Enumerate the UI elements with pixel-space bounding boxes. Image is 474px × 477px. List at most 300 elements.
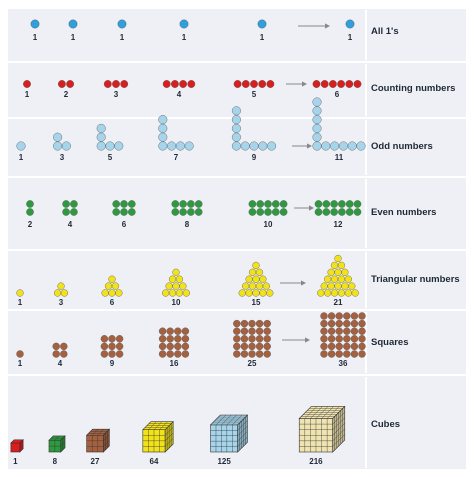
value-label: 1 <box>32 33 38 42</box>
value-label: 125 <box>217 457 231 466</box>
dot <box>331 208 338 215</box>
dot <box>23 80 30 87</box>
dot <box>195 200 202 207</box>
dot <box>113 200 120 207</box>
dot <box>115 142 124 151</box>
dot <box>17 290 24 297</box>
dot <box>354 200 361 207</box>
dot <box>239 290 246 297</box>
dot <box>185 142 194 151</box>
value-label: 1 <box>70 33 76 42</box>
dot <box>259 80 266 87</box>
dot <box>97 142 106 151</box>
dot <box>249 335 256 342</box>
dot <box>256 351 263 358</box>
dot <box>172 208 179 215</box>
dot <box>343 313 350 320</box>
value-label: 2 <box>63 90 69 99</box>
dot <box>159 133 168 142</box>
dot <box>336 351 343 358</box>
value-label: 27 <box>90 457 100 466</box>
dot <box>249 343 256 350</box>
dot <box>180 283 187 290</box>
dot <box>331 276 338 283</box>
dot <box>241 320 248 327</box>
dot <box>267 142 276 151</box>
dot <box>167 343 174 350</box>
dot <box>357 142 366 151</box>
dot <box>256 320 263 327</box>
dot <box>109 351 116 358</box>
dot <box>321 351 328 358</box>
dot <box>343 351 350 358</box>
dot <box>241 142 250 151</box>
dot <box>267 80 274 87</box>
dot <box>351 343 358 350</box>
dot <box>106 142 115 151</box>
dot <box>159 124 168 133</box>
dot <box>182 328 189 335</box>
value-label: 216 <box>309 457 323 466</box>
dot <box>232 142 241 151</box>
dot <box>324 276 331 283</box>
dot <box>101 335 108 342</box>
dot <box>330 142 339 151</box>
dot <box>342 269 349 276</box>
dot <box>264 208 271 215</box>
dot <box>331 290 338 297</box>
dot <box>195 208 202 215</box>
dot <box>162 290 169 297</box>
dot <box>171 80 178 87</box>
dot <box>53 142 62 151</box>
dot <box>234 80 241 87</box>
dot <box>26 200 33 207</box>
dot <box>118 20 126 28</box>
dot <box>249 283 256 290</box>
dot <box>328 269 335 276</box>
dot <box>58 80 65 87</box>
dot <box>256 328 263 335</box>
value-label: 1 <box>17 298 23 307</box>
dot <box>112 80 119 87</box>
dot <box>105 283 112 290</box>
value-label: 3 <box>59 153 65 162</box>
dot <box>241 351 248 358</box>
dot <box>343 320 350 327</box>
value-label: 25 <box>247 359 257 368</box>
dot <box>328 320 335 327</box>
dot <box>113 208 120 215</box>
dot <box>315 208 322 215</box>
dot <box>253 262 260 269</box>
dot <box>167 328 174 335</box>
dot <box>62 142 71 151</box>
dot <box>336 313 343 320</box>
dot <box>172 200 179 207</box>
dot <box>61 290 68 297</box>
dot <box>313 133 322 142</box>
dot <box>323 208 330 215</box>
row-label: Triangular numbers <box>371 274 460 285</box>
dot <box>166 283 173 290</box>
dot <box>159 335 166 342</box>
dot <box>336 343 343 350</box>
dot <box>351 320 358 327</box>
dot <box>176 142 185 151</box>
dot <box>328 343 335 350</box>
value-label: 7 <box>173 153 179 162</box>
dot <box>321 335 328 342</box>
dot <box>249 351 256 358</box>
dot <box>116 335 123 342</box>
dot <box>53 343 60 350</box>
dot <box>257 208 264 215</box>
dot <box>259 142 268 151</box>
dot <box>233 343 240 350</box>
dot <box>159 328 166 335</box>
dot <box>328 313 335 320</box>
dot <box>328 283 335 290</box>
dot <box>313 107 322 116</box>
value-label: 10 <box>263 220 273 229</box>
dot <box>257 200 264 207</box>
value-label: 12 <box>333 220 343 229</box>
cube-front-face <box>211 425 238 452</box>
value-label: 9 <box>109 359 115 368</box>
dot <box>256 283 263 290</box>
dot <box>346 80 353 87</box>
dot <box>336 320 343 327</box>
dot <box>69 20 77 28</box>
value-label: 6 <box>334 90 340 99</box>
dot <box>313 115 322 124</box>
dot <box>313 142 322 151</box>
dot <box>359 313 366 320</box>
value-label: 3 <box>113 90 119 99</box>
dot <box>359 335 366 342</box>
dot <box>328 351 335 358</box>
dot <box>260 290 267 297</box>
cube-front-face <box>11 443 20 452</box>
row-label: All 1's <box>371 26 399 37</box>
dot <box>336 328 343 335</box>
dot <box>182 351 189 358</box>
dot <box>109 343 116 350</box>
dot <box>182 343 189 350</box>
dot <box>167 335 174 342</box>
dot <box>159 351 166 358</box>
dot <box>53 133 62 142</box>
dot <box>159 343 166 350</box>
dot <box>260 276 267 283</box>
value-label: 15 <box>251 298 261 307</box>
dot <box>183 290 190 297</box>
dot <box>101 351 108 358</box>
value-label: 1 <box>347 33 353 42</box>
value-label: 1 <box>17 359 23 368</box>
dot <box>264 335 271 342</box>
dot <box>167 142 176 151</box>
value-label: 1 <box>18 153 24 162</box>
dot <box>346 20 354 28</box>
dot <box>351 335 358 342</box>
dot <box>169 276 176 283</box>
dot <box>241 343 248 350</box>
value-label: 5 <box>107 153 113 162</box>
value-label: 16 <box>169 359 179 368</box>
cube <box>49 436 65 452</box>
dot <box>233 351 240 358</box>
dot <box>280 208 287 215</box>
dot <box>241 328 248 335</box>
cube <box>299 406 345 452</box>
dot <box>70 208 77 215</box>
dot <box>159 142 168 151</box>
dot <box>264 200 271 207</box>
dot <box>322 142 331 151</box>
dot <box>343 335 350 342</box>
dot <box>174 343 181 350</box>
dot <box>66 80 73 87</box>
dot <box>104 80 111 87</box>
dot <box>313 80 320 87</box>
value-label: 4 <box>57 359 63 368</box>
dot <box>167 351 174 358</box>
dot <box>54 290 61 297</box>
dot <box>233 320 240 327</box>
dot <box>249 208 256 215</box>
dot <box>241 335 248 342</box>
dot <box>173 283 180 290</box>
dot <box>250 80 257 87</box>
dot <box>249 200 256 207</box>
dot <box>101 343 108 350</box>
dot <box>70 200 77 207</box>
dot <box>60 351 67 358</box>
dot <box>63 208 70 215</box>
value-label: 4 <box>176 90 182 99</box>
dot <box>174 335 181 342</box>
value-label: 8 <box>184 220 190 229</box>
dot <box>233 328 240 335</box>
dot <box>338 208 345 215</box>
dot <box>338 200 345 207</box>
dot <box>336 335 343 342</box>
dot <box>109 290 116 297</box>
dot <box>174 351 181 358</box>
cube <box>11 440 23 452</box>
dot <box>354 80 361 87</box>
row-label: Odd numbers <box>371 141 433 152</box>
value-label: 9 <box>251 153 257 162</box>
dot <box>348 142 357 151</box>
value-label: 8 <box>52 457 58 466</box>
dot <box>323 200 330 207</box>
dot <box>187 200 194 207</box>
value-label: 1 <box>119 33 125 42</box>
dot <box>232 115 241 124</box>
dot <box>63 200 70 207</box>
dot <box>112 283 119 290</box>
value-label: 1 <box>24 90 30 99</box>
dot <box>116 351 123 358</box>
dot <box>173 269 180 276</box>
value-label: 4 <box>67 220 73 229</box>
dot <box>359 328 366 335</box>
dot <box>264 343 271 350</box>
row-label: Counting numbers <box>371 83 456 94</box>
dot <box>258 20 266 28</box>
dot <box>328 335 335 342</box>
dot <box>249 320 256 327</box>
row-label: Even numbers <box>371 207 437 218</box>
dot <box>58 283 65 290</box>
dot <box>242 283 249 290</box>
dot <box>351 313 358 320</box>
dot <box>342 283 349 290</box>
value-label: 2 <box>27 220 33 229</box>
dot <box>335 269 342 276</box>
cube <box>211 415 248 452</box>
dot <box>321 80 328 87</box>
dot <box>331 200 338 207</box>
cube-front-face <box>87 435 104 452</box>
dot <box>264 351 271 358</box>
dot <box>352 290 359 297</box>
dot <box>97 133 106 142</box>
dot <box>232 107 241 116</box>
value-label: 6 <box>121 220 127 229</box>
value-label: 1 <box>181 33 187 42</box>
dot <box>232 133 241 142</box>
dot <box>359 320 366 327</box>
dot <box>272 208 279 215</box>
dot <box>109 335 116 342</box>
dot <box>354 208 361 215</box>
value-label: 5 <box>251 90 257 99</box>
dot <box>121 80 128 87</box>
dot <box>179 80 186 87</box>
dot <box>338 290 345 297</box>
dot <box>331 262 338 269</box>
dot <box>116 343 123 350</box>
value-label: 64 <box>149 457 159 466</box>
dot <box>180 200 187 207</box>
dot <box>249 269 256 276</box>
dot <box>335 283 342 290</box>
dot <box>253 290 260 297</box>
dot <box>60 343 67 350</box>
dot <box>97 124 106 133</box>
dot <box>250 142 259 151</box>
dot <box>317 290 324 297</box>
dot <box>169 290 176 297</box>
row-panels <box>7 8 467 470</box>
dot <box>315 200 322 207</box>
dot <box>313 98 322 107</box>
value-label: 1 <box>13 457 18 466</box>
dot <box>120 208 127 215</box>
dot <box>321 320 328 327</box>
dot <box>321 343 328 350</box>
value-label: 3 <box>58 298 64 307</box>
dot <box>174 328 181 335</box>
dot <box>343 343 350 350</box>
dot <box>163 80 170 87</box>
dot <box>176 276 183 283</box>
dot <box>313 124 322 133</box>
dot <box>329 80 336 87</box>
row-label: Squares <box>371 337 409 348</box>
dot <box>31 20 39 28</box>
value-label: 11 <box>334 153 344 162</box>
dot <box>26 208 33 215</box>
dot <box>264 320 271 327</box>
dot <box>321 283 328 290</box>
value-label: 10 <box>171 298 181 307</box>
dot <box>180 20 188 28</box>
dot <box>348 283 355 290</box>
dot <box>321 328 328 335</box>
value-label: 36 <box>338 359 348 368</box>
dot <box>17 142 26 151</box>
dot <box>109 276 116 283</box>
dot <box>359 351 366 358</box>
dot <box>346 200 353 207</box>
value-label: 21 <box>333 298 343 307</box>
dot <box>232 124 241 133</box>
dot <box>176 290 183 297</box>
dot <box>233 335 240 342</box>
dot <box>321 313 328 320</box>
dot <box>249 328 256 335</box>
dot <box>263 283 270 290</box>
dot <box>343 328 350 335</box>
dot <box>116 290 123 297</box>
dot <box>266 290 273 297</box>
dot <box>128 208 135 215</box>
dot <box>182 335 189 342</box>
cube <box>87 429 110 452</box>
dot <box>180 208 187 215</box>
dot <box>359 343 366 350</box>
dot <box>246 276 253 283</box>
dot <box>102 290 109 297</box>
dot <box>53 351 60 358</box>
dot <box>345 276 352 283</box>
dot <box>338 262 345 269</box>
dot <box>256 343 263 350</box>
dot <box>339 142 348 151</box>
dot <box>324 290 331 297</box>
dot <box>335 255 342 262</box>
dot <box>17 351 24 358</box>
dot <box>120 200 127 207</box>
value-label: 1 <box>259 33 265 42</box>
dot <box>256 269 263 276</box>
dot <box>346 208 353 215</box>
dot <box>159 115 168 124</box>
dot <box>187 208 194 215</box>
value-label: 6 <box>109 298 115 307</box>
dot <box>128 200 135 207</box>
dot <box>246 290 253 297</box>
dot <box>351 328 358 335</box>
row-label: Cubes <box>371 419 401 430</box>
dot <box>253 276 260 283</box>
dot <box>188 80 195 87</box>
